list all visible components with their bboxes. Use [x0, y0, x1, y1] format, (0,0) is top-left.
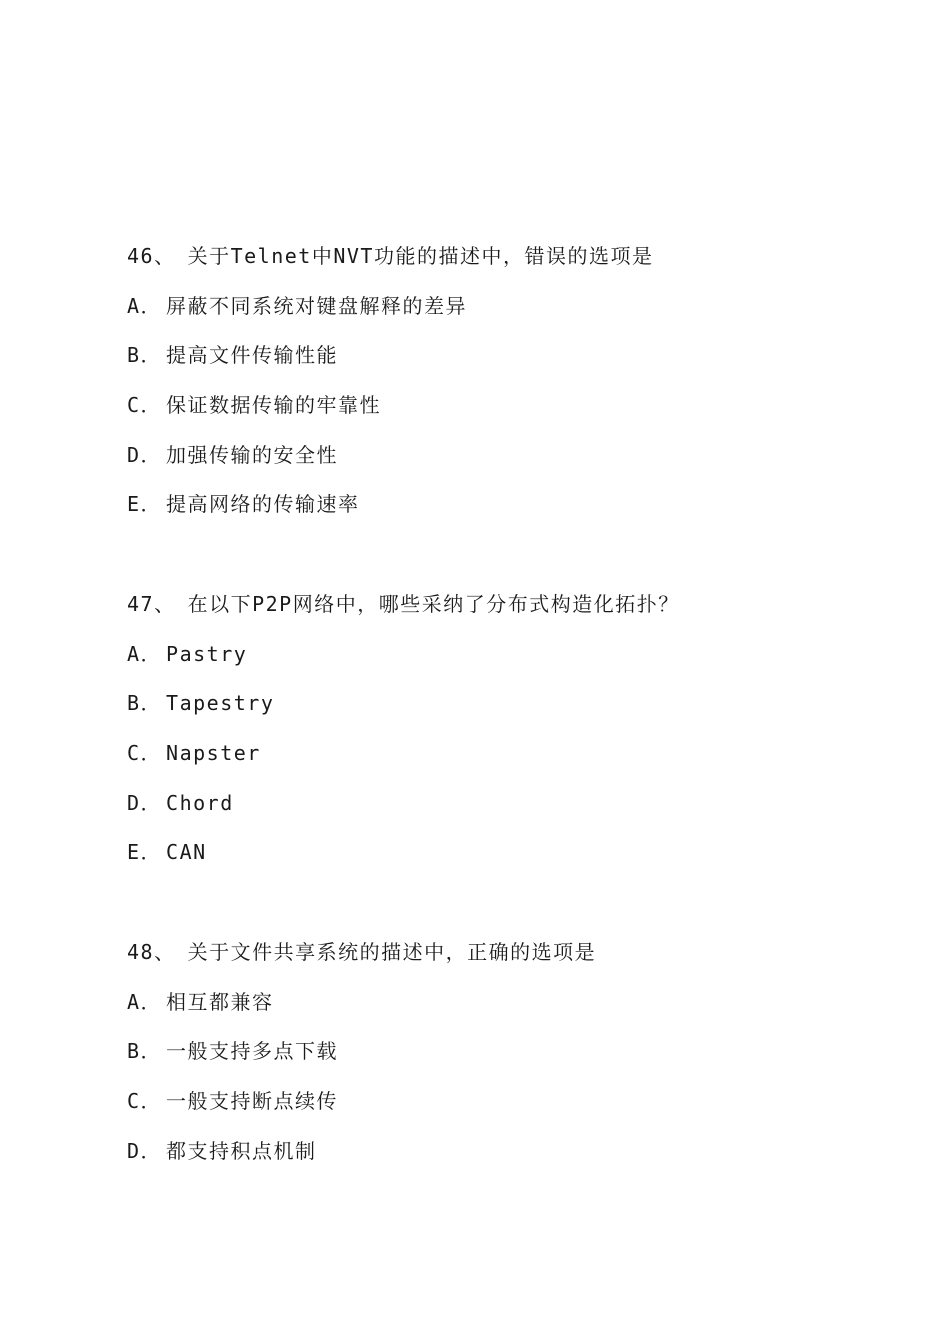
- option-letter: D．: [127, 790, 163, 815]
- question-stem: [127, 934, 887, 984]
- question-number: 46、: [127, 244, 176, 268]
- option-a: [127, 984, 887, 1034]
- question-number: 47、: [127, 592, 176, 616]
- option-letter: A．: [127, 989, 163, 1014]
- option-e: [127, 834, 887, 884]
- option-d: [127, 785, 887, 835]
- option-letter: E．: [127, 492, 163, 517]
- option-c: [127, 1083, 887, 1133]
- option-letter: C．: [127, 1089, 163, 1114]
- question-number: 48、: [127, 940, 176, 964]
- option-text: Chord: [166, 790, 234, 815]
- option-text: 保证数据传输的牢靠性: [166, 393, 382, 418]
- option-letter: D．: [127, 442, 163, 467]
- option-letter: A．: [127, 641, 163, 666]
- option-b: [127, 1033, 887, 1083]
- question-stem: [127, 586, 887, 636]
- option-text: 一般支持多点下载: [166, 1039, 339, 1064]
- option-text: 屏蔽不同系统对键盘解释的差异: [166, 293, 468, 318]
- option-text: 都支持积点机制: [166, 1138, 317, 1163]
- option-d: [127, 1133, 887, 1183]
- option-text: Napster: [166, 741, 261, 766]
- option-letter: C．: [127, 741, 163, 766]
- option-text: CAN: [166, 840, 207, 865]
- option-text: 提高网络的传输速率: [166, 492, 360, 517]
- question-text: 关于Telnet中NVT功能的描述中，错误的选项是: [187, 244, 654, 268]
- option-text: Pastry: [166, 641, 248, 666]
- question-text: 关于文件共享系统的描述中，正确的选项是: [187, 940, 597, 964]
- question-48: [127, 934, 887, 1182]
- option-e: [127, 486, 887, 536]
- option-letter: D．: [127, 1138, 163, 1163]
- option-b: [127, 337, 887, 387]
- option-letter: E．: [127, 840, 163, 865]
- question-text: 在以下P2P网络中，哪些采纳了分布式构造化拓扑？: [187, 592, 680, 616]
- option-b: [127, 685, 887, 735]
- option-letter: B．: [127, 691, 163, 716]
- option-d: [127, 437, 887, 487]
- option-letter: C．: [127, 393, 163, 418]
- option-text: 相互都兼容: [166, 989, 274, 1014]
- question-stem: [127, 238, 887, 288]
- option-c: [127, 387, 887, 437]
- option-letter: B．: [127, 343, 163, 368]
- option-text: Tapestry: [166, 691, 275, 716]
- option-text: 一般支持断点续传: [166, 1089, 339, 1114]
- option-a: [127, 636, 887, 686]
- question-47: [127, 586, 887, 884]
- option-letter: A．: [127, 293, 163, 318]
- option-c: [127, 735, 887, 785]
- question-46: [127, 238, 887, 536]
- option-letter: B．: [127, 1039, 163, 1064]
- option-text: 提高文件传输性能: [166, 343, 339, 368]
- option-text: 加强传输的安全性: [166, 442, 339, 467]
- option-a: [127, 288, 887, 338]
